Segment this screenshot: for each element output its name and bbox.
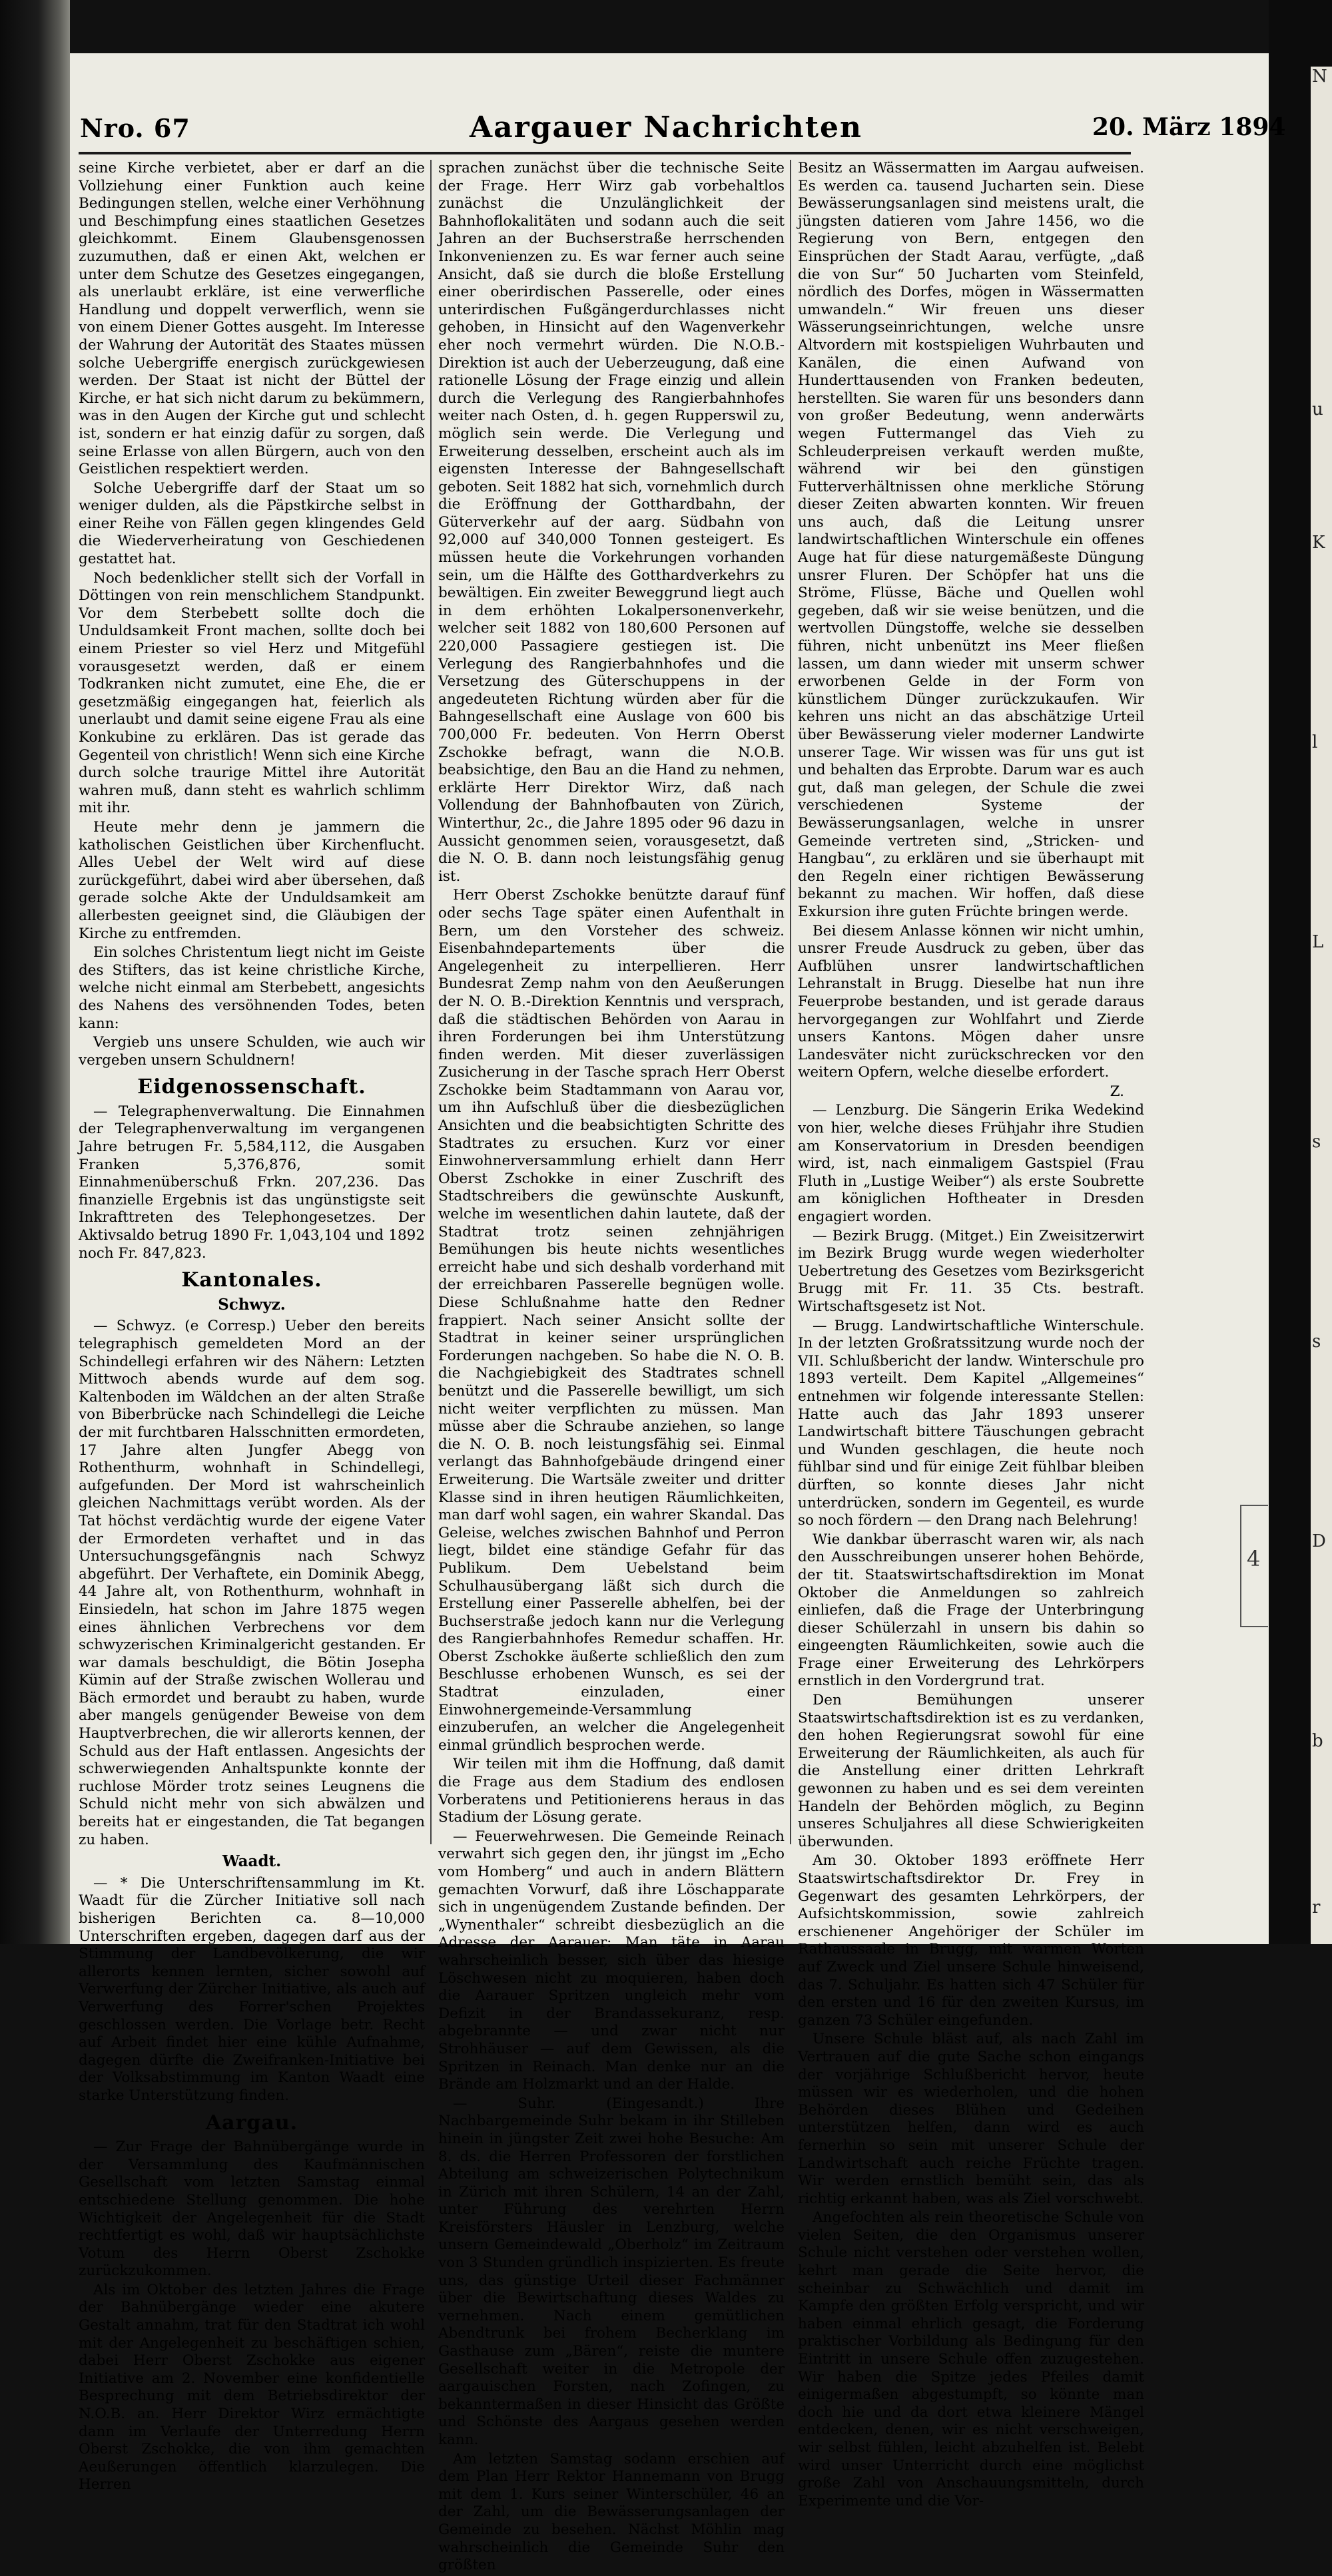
- article-paragraph: Wie dankbar überrascht waren wir, als nach den Ausschreibungen unserer hohen Behörde, der tit. Staatswirtschaftsdirektion im Monat Oktober die Anmeldungen so zahlreich einliefen, daß die Frage der Unterbringung dieser Schülerzahl in unsern bis dahin so eingeengten Räumlichkeiten, sowie auch die Frage einer Erweiterung des Lehrkörpers ernstlich in den Vordergrund trat.: [798, 1531, 1144, 1690]
- article-paragraph: Heute mehr denn je jammern die katholischen Geistlichen über Kirchenflucht. Alles Uebel der Welt wird auf diese zurückgeführt, dabei wird aber übersehen, daß gerade solche Akte der Unduldsamkeit am allerbesten geeignet sind, die Gläubigen der Kirche zu entfremden.: [79, 818, 425, 942]
- column-2: [438, 160, 785, 2576]
- adjacent-page-strip: [1311, 67, 1332, 1944]
- news-item: — Bezirk Brugg. (Mitget.) Ein Zweisitzerwirt im Bezirk Brugg wurde wegen wiederholter Uebertretung des Gesetzes vom Bezirksgericht Brugg mit Fr. 11. 35 Cts. bestraft. Wirtschaftsgesetz ist Not.: [798, 1227, 1144, 1315]
- subheading-waadt: Waadt.: [222, 1852, 282, 1871]
- scan-border-left: [0, 0, 70, 1944]
- section-heading-eidgenossenschaft: Eidgenossenschaft.: [137, 1075, 366, 1099]
- article-paragraph: Besitz an Wässermatten im Aargau aufweisen. Es werden ca. tausend Jucharten sein. Diese Bewässerungsanlagen sind meistens uralt, die jüngsten datieren vom Jahre 1456, wo die Regierung von Bern, entgegen den Einsprüchen der Stadt Aarau, verfügte, „daß die von Sur“ 50 Jucharten vom Steinfeld, nördlich des Dorfes, mögen in Wässermatten umwandeln.“ Wir freuen uns dieser Wässerungseinrichtungen, welche unsre Altvordern mit kostspieligen Wuhrbauten und Kanälen, die einen Aufwand von Hunderttausenden von Franken bedeuten, herstellten. Sie waren für uns besonders dann von großer Bedeutung, wenn anderwärts wegen Futtermangel das Vieh zu Schleuderpreisen verkauft werden mußte, während wir bei den günstigen Futterverhältnissen ohne merkliche Störung dieser Zeiten abwarten konnten. Wir freuen uns auch, daß die Leitung unsrer landwirtschaftlichen Winterschule ein offenes Auge hat für diese naturgemäßeste Düngung unsrer Fluren. Der Schöpfer hat uns die Ströme, Flüsse, Bäche und Quellen wohl gegeben, daß wir sie weise benützen, und die wertvollen Düngstoffe, welche sie desselben führen, nicht unbenützt ins Meer fließen lassen, um dann wieder mit unserm schwer erworbenen Gelde in der Form von künstlichem Dünger zurückzukaufen. Wir kehren uns nicht an das abschätzige Urteil über Bewässerung vieler moderner Landwirte unserer Tage. Wir wissen was für uns gut ist und behalten das Erprobte. Darum war es auch gut, daß man gelegen, der Schule die zwei verschiedenen Systeme der Bewässerungsanlagen, welche in unsrer Gemeinde vertreten sind, „Stricken- und Hangbau“, zu erklären und sie überhaupt mit den Regeln einer richtigen Bewässerung bekannt zu machen. Wir hoffen, daß diese Exkursion ihre guten Früchte bringen werde.: [798, 160, 1144, 920]
- article-paragraph: Vergieb uns unsere Schulden, wie auch wir vergeben unsern Schuldnern!: [79, 1034, 425, 1069]
- adjacent-fragment: l: [1312, 732, 1318, 752]
- issue-date: 20. März 1894: [1092, 113, 1286, 141]
- article-paragraph: Angefochten als rein theoretische Schule von vielen Seiten, die den Organismus unserer Schule nicht verstehen oder verstehen wollen, kehrt man gerade die Seite hervor, die scheinbar zu Schwächlich und damit im Kampfe den größten Erfolg verspricht, und wir haben einmal ehrlich gesagt, die Forderung praktischer Vorbildung als Bedingung für den Eintritt in unsere Schule offen zuzugestehen. Wir haben die Spitze jedes Pfeiles damit einigermaßen abgestumpft, so könnte man doch hie und da dort etwa kleinere Mängel entdecken, denen, wir es nicht verschweigen, wir selbst fühlen, leicht abzuhelfen ist. Belebt wird unser Unterricht durch eine möglichst große Zahl von Anschauungsmitteln, durch Experimente und die Vor-: [798, 2209, 1144, 2509]
- newspaper-title: Aargauer Nachrichten: [469, 111, 863, 144]
- article-paragraph: Bei diesem Anlasse können wir nicht umhin, unsrer Freude Ausdruck zu geben, über das Aufblühen unsrer landwirtschaftlichen Lehranstalt in Brugg. Dieselbe hat nun ihre Feuerprobe bestanden, und ist gerade daraus hervorgegangen zur Wohlfahrt und Zierde unsers Kantons. Mögen daher unsre Landesväter nicht zurückschrecken vor den weitern Opfern, welche dieselbe erfordert.: [798, 922, 1144, 1081]
- section-heading-kantonales: Kantonales.: [181, 1268, 322, 1292]
- adjacent-fragment: s: [1312, 1132, 1321, 1152]
- adjacent-fragment: N: [1312, 67, 1327, 87]
- section-heading-aargau: Aargau.: [205, 2111, 298, 2135]
- fold-mark-number: 4: [1247, 1546, 1261, 1571]
- column-divider: [790, 160, 791, 1844]
- article-paragraph: Solche Uebergriffe darf der Staat um so weniger dulden, als die Päpstkirche selbst in einer Reihe von Fällen gegen klingendes Geld die Wiederverheiratung von Geschiedenen gestattet hat.: [79, 479, 425, 568]
- column-divider: [430, 160, 432, 1844]
- author-signature: Z.: [1110, 1083, 1124, 1100]
- news-item: — Schwyz. (e Corresp.) Ueber den bereits telegraphisch gemeldeten Mord an der Schindellegi erfahren wir des Nähern: Letzten Mittwoch abends wurde auf dem sog. Kaltenboden im Wäldchen an der alten Straße von Biberbrücke nach Schindellegi die Leiche der mit furchtbaren Halsschnitten ermordeten, 17 Jahre alten Jungfer Abegg von Rothenthurm, wohnhaft in Schindellegi, aufgefunden. Der Mord ist wahrscheinlich gleichen Nachmittags verübt worden. Als der Tat höchst verdächtig wurde der eigene Vater der Ermordeten verhaftet und in das Untersuchungsgefängnis nach Schwyz abgeführt. Der Verhaftete, ein Dominik Abegg, 44 Jahre alt, von Rothenthurm, wohnhaft in Einsiedeln, hat schon im Jahre 1875 wegen eines ähnlichen Verbrechens vor dem schwyzerischen Kriminalgericht gestanden. Er war damals beschuldigt, die Bötin Josepha Kümin auf der Straße zwischen Wollerau und Bäch ermordet und beraubt zu haben, wurde aber mangels genügender Beweise von dem Hauptverbrechen, die wir allerorts kennen, der Schuld aus der Haft entlassen. Angesichts der schwerwiegenden Anhaltspunkte konnte der ruchlose Mörder trotz seines Leugnens die Schuld nicht mehr von sich abwälzen und bereits hat er eingestanden, die Tat begangen zu haben.: [79, 1318, 425, 1848]
- adjacent-fragment: L: [1312, 932, 1324, 952]
- page-fold-mark: [1240, 1505, 1268, 1627]
- issue-number: Nro. 67: [80, 113, 190, 143]
- header-rule: [79, 152, 1131, 154]
- news-item: Als im Oktober des letzten Jahres die Frage der Bahnübergänge wieder eine akutere Gestalt annahm, trat für den Stadtrat ich wohl mit der Angelegenheit zu beschäftigen schien, dabei Herr Oberst Zschokke aus eigener Initiative am 2. November eine konfidentielle Besprechung mit dem Betriebsdirektor der N.O.B. an. Herr Direktor Wirz ermächtigte dann im Verlaufe der Unterredung Herrn Oberst Zschokke, die von ihm gemachten Aeußerungen öffentlich klarzulegen. Die Herren: [79, 2281, 425, 2493]
- adjacent-fragment: u: [1312, 399, 1323, 419]
- adjacent-fragment: D: [1312, 1531, 1326, 1551]
- news-item: — Brugg. Landwirtschaftliche Winterschule. In der letzten Großratssitzung wurde noch der VII. Schlußbericht der landw. Winterschule pro 1893 verteilt. Dem Kapitel „Allgemeines“ entnehmen wir folgende interessante Stellen: Hatte auch das Jahr 1893 unserer Landwirtschaft bittere Täuschungen gebracht und Wunden geschlagen, die heute noch fühlbar sind und für einige Zeit fühlbar bleiben dürften, so konnte dieses Jahr nicht unterdrücken, sondern im Gegenteil, es wurde so noch fördern — den Drang nach Belehrung!: [798, 1317, 1144, 1529]
- adjacent-fragment: b: [1312, 1731, 1323, 1751]
- article-paragraph: Ein solches Christentum liegt nicht im Geiste des Stifters, das ist keine christliche Kirche, welche nicht einmal am Sterbebett, angesichts des Nahens des versöhnenden Todes, beten kann:: [79, 944, 425, 1032]
- adjacent-fragment: r: [1312, 1898, 1321, 1918]
- column-1: [79, 160, 425, 2495]
- adjacent-fragment: s: [1312, 1332, 1321, 1352]
- article-paragraph: Unsere Schule bläst auf, als nach Zahl im Vertrauen auf die gute Sache schon eingangs der vorjährige Schlußbericht hervor, heute müssen wir es wiederholen, und die hohen Behörden dieses Blühen und Gedeihen unterstützen helfen, dann wird es auch fernerhin so sein mit unserer Schule der Landwirtschaft auch reiche Früchte tragen. Wir werden ernstlich bemüht sein, das als richtig erkannt haben, was als Ziel vorschwebt.: [798, 2031, 1144, 2207]
- news-item: — Feuerwehrwesen. Die Gemeinde Reinach verwahrt sich gegen den, ihr jüngst im „Echo vom Homberg“ und auch in andern Blättern gemachten Vorwurf, daß ihre Löschapparate sich in ungenügendem Zustande befinden. Der „Wynenthaler“ schreibt diesbezüglich an die Adresse der Aarauer: Man täte in Aarau wahrscheinlich besser, sich über das hiesige Löschwesen nicht zu moquieren, haben doch die Aarauer Spritzen ungleich mehr vom Defizit in der Brandassekuranz, resp. abgebrannte — und zwar nicht nur Strohhäuser — auf dem Gewissen, als die Spritzen in Reinach. Man denke nur an die Brände am Holzmarkt und an der Halde.: [438, 1828, 785, 2093]
- adjacent-fragment: K: [1312, 533, 1325, 553]
- subheading-schwyz: Schwyz.: [218, 1295, 286, 1314]
- article-paragraph: Den Bemühungen unserer Staatswirtschaftsdirektion ist es zu verdanken, den hohen Regierungsrat sowohl für eine Erweiterung der Räumlichkeiten, als auch für die Anstellung einer dritten Lehrkraft gewonnen zu haben und es sei dem vereinten Handeln der Behörden möglich, zu Beginn unseres Schuljahres all diese Schwierigkeiten überwunden.: [798, 1692, 1144, 1850]
- news-item: — Suhr. (Eingesandt.) Ihre Nachbargemeinde Suhr bekam in ihr Stilleben hinein in jüngster Zeit zwei hohe Besuche: Am 8. ds. die Herren Professoren der forstlichen Abteilung am schweizerischen Polytechnikum in Zürich mit ihren Schülern, 14 an der Zahl, unter Führung des verehrten Herrn Kreisförsters Häusler in Lenzburg, welche unsern Gemeindewald „Oberholz“ im Zeitraum von 3 Stunden gründlich inspizierten. Es freute uns, das günstige Urteil dieser Fachmänner über die Bewirtschaftung dieses Waldes zu vernehmen. Nach einem gemütlichen Abendtrunk bei frohem Becherklang im Gasthause zum „Bären“, reiste die muntere Gesellschaft weiter in die Metropole der aargauischen Forsten, nach Zofingen, zu bekanntermaßen in dieser Hinsicht das Größte und Schönste des Aargaus gesehen werden kann.: [438, 2095, 785, 2448]
- article-paragraph: sprachen zunächst über die technische Seite der Frage. Herr Wirz gab vorbehaltlos zunächst die Unzulänglichkeit der Bahnhoflokalitäten und sodann auch die seit Jahren an der Buchserstraße herrschenden Inkonvenienzen zu. Es war ferner auch seine Ansicht, daß sie durch die bloße Erstellung einer oberirdischen Passerelle, oder eines unterirdischen Fußgängerdurchlasses nicht gehoben, in Hinsicht auf den Wagenverkehr eher noch vermehrt würden. Die N.O.B.-Direktion ist auch der Ueberzeugung, daß eine rationelle Lösung der Frage einzig und allein durch die Verlegung des Rangierbahnhofes weiter nach Osten, d. h. gegen Rupperswil zu, möglich sein werde. Die Verlegung und Erweiterung desselben, erscheint auch als im eigensten Interesse der Bahngesellschaft geboten. Seit 1882 hat sich, vornehmlich durch die Eröffnung der Gotthardbahn, der Güterverkehr auf der aarg. Südbahn von 92,000 auf 340,000 Tonnen gesteigert. Es müssen heute die Vorkehrungen vorhanden sein, um die Hälfte des Gotthardverkehrs zu bewältigen. Ein zweiter Beweggrund liegt auch in dem erhöhten Lokalpersonenverkehr, welcher seit 1882 von 180,600 Personen auf 220,000 Passagiere gestiegen ist. Die Verlegung des Rangierbahnhofes und die Versetzung des Güterschuppens in der angedeuteten Richtung würden aber für die Bahngesellschaft eine Auslage von 600 bis 700,000 Fr. bedeuten. Von Herrn Oberst Zschokke befragt, wann die N.O.B. beabsichtige, den Bau an die Hand zu nehmen, erklärte Herr Direktor Wirz, daß nach Vollendung der Bahnhofbauten von Zürich, Winterthur, 2c., die Jahre 1895 oder 96 dazu in Aussicht genommen seien, vorausgesetzt, daß die N. O. B. dann noch leistungsfähig genug ist.: [438, 160, 785, 885]
- article-paragraph: seine Kirche verbietet, aber er darf an die Vollziehung einer Funktion auch keine Bedingungen stellen, welche einer Verhöhnung und Beschimpfung eines staatlichen Gesetzes gleichkommt. Einem Glaubensgenossen zuzumuthen, daß er einen Akt, welchen er unter dem Schutze des Gesetzes eingegangen, als unerlaubt erkläre, ist eine verwerfliche Handlung und doppelt verwerflich, wenn sie von einem Diener Gottes ausgeht. Im Interesse der Wahrung der Autorität des Staates müssen solche Uebergriffe energisch zurückgewiesen werden. Der Staat ist nicht der Büttel der Kirche, er hat sich nicht darum zu bekümmern, was in den Augen der Kirche gut und schlecht ist, sondern er hat einzig dafür zu sorgen, daß seine Erlasse von allen Bürgern, auch von den Geistlichen respektiert werden.: [79, 160, 425, 478]
- article-paragraph: Am 30. Oktober 1893 eröffnete Herr Staatswirtschaftsdirektor Dr. Frey in Gegenwart des gesamten Lehrkörpers, der Aufsichtskommission, sowie zahlreich erschienener Angehöriger der Schüler im Rathaussaale in Brugg, mit warmen Worten auf Zweck und Ziel unsere Schule hinweisend, das 7. Schuljahr. Es hatten sich 47 Schüler für den ersten und 16 für den zweiten Kursus, im ganzen 73 Schüler eingefunden.: [798, 1852, 1144, 2029]
- article-paragraph: Wir teilen mit ihm die Hoffnung, daß damit die Frage aus dem Stadium des endlosen Vorberatens und Petitionierens heraus in das Stadium der Lösung gerate.: [438, 1756, 785, 1826]
- news-item: — Telegraphenverwaltung. Die Einnahmen der Telegraphenverwaltung im vergangenen Jahre betrugen Fr. 5,584,112, die Ausgaben Franken 5,376,876, somit Einnahmenüberschuß Frkn. 207,236. Das finanzielle Ergebnis ist das ungünstigste seit Inkrafttreten des Telephongesetzes. Der Aktivsaldo betrug 1890 Fr. 1,043,104 und 1892 noch Fr. 847,823.: [79, 1103, 425, 1262]
- article-paragraph: Noch bedenklicher stellt sich der Vorfall in Döttingen von rein menschlichem Standpunkt. Vor dem Sterbebett sollte doch die Unduldsamkeit Front machen, sollte doch bei einem Priester so viel Herz und Mitgefühl vorausgesetzt werden, daß er einem Todkranken nicht zumutet, eine Ehe, die er gesetzmäßig eingegangen hat, feierlich als unerlaubt und damit seine eigene Frau als eine Konkubine zu erklären. Das ist gerade das Gegenteil von christlich! Wenn sich eine Kirche durch solche traurige Mittel ihre Autorität wahren muß, dann steht es wahrlich schlimm mit ihr.: [79, 569, 425, 817]
- news-item: — Zur Frage der Bahnübergänge wurde in der Versammlung des Kaufmännischen Gesellschaft vom letzten Samstag einmal entschiedene Stellung genommen. Die hohe Wichtigkeit der Angelegenheit für die Stadt rechtfertigt es wohl, daß wir hauptsächlichste Votum des Herrn Oberst Zschokke zurückzukommen.: [79, 2139, 425, 2280]
- article-paragraph: Herr Oberst Zschokke benützte darauf fünf oder sechs Tage später einen Aufenthalt in Bern, um den Vorsteher des schweiz. Eisenbahndepartements über die Angelegenheit zu interpellieren. Herr Bundesrat Zemp nahm von den Aeußerungen der N. O. B.-Direktion Kenntnis und versprach, daß die städtischen Behörden von Aarau in ihren Forderungen bei ihm Unterstützung finden werden. Mit dieser zuverlässigen Zusicherung in der Tasche sprach Herr Oberst Zschokke beim Stadtammann von Aarau vor, um ihn Aufschluß über die diesbezüglichen Ansichten und die beabsichtigten Schritte des Stadtrates zu ersuchen. Kurz vor einer Einwohnerversammlung erhielt dann Herr Oberst Zschokke in einer Zuschrift des Stadtschreibers die gewünschte Auskunft, welche im wesentlichen dahin lautete, daß der Stadtrat trotz seinen zehnjährigen Bemühungen bis heute nichts wesentliches erreicht habe und sich deshalb vorderhand mit der erreichbaren Passerelle begnügen wolle. Diese Schlußnahme hatte den Redner frappiert. Nach seiner Ansicht sollte der Stadtrat in keiner seiner ursprünglichen Forderungen nachgeben. So habe die N. O. B. die Nachgiebigkeit des Stadtrates schnell benützt und die Passerelle bewilligt, um sich nicht weiter verpflichten zu müssen. Man müsse aber die Schraube anziehen, so lange die N. O. B. noch leistungsfähig sei. Einmal verlangt das Bahnhofgebäude dringend einer Erweiterung. Die Wartsäle zweiter und dritter Klasse sind in ihren heutigen Räumlichkeiten, man darf wohl sagen, ein wahrer Skandal. Das Geleise, welches zwischen Bahnhof und Perron liegt, bildet eine ständige Gefahr für das Publikum. Dem Uebelstand beim Schulhausübergang läßt sich durch die Erstellung einer Passerelle abhelfen, bei der Buchserstraße jedoch kann nur die Verlegung des Rangierbahnhofes Remedur schaffen. Hr. Oberst Zschokke äußerte schließlich den zum Beschlusse erhobenen Wunsch, es sei der Stadtrat einzuladen, einer Einwohnergemeinde-Versammlung einzuberufen, an welcher die Angelegenheit einmal gründlich besprochen werde.: [438, 887, 785, 1754]
- news-item: — Lenzburg. Die Sängerin Erika Wedekind von hier, welche dieses Frühjahr ihre Studien am Konservatorium in Dresden beendigen wird, ist, nach einmaligem Gastspiel (Frau Fluth in „Lustige Weiber“) als erste Soubrette am königlichen Hoftheater in Dresden engagiert worden.: [798, 1102, 1144, 1226]
- news-item: — * Die Unterschriftensammlung im Kt. Waadt für die Zürcher Initiative soll nach bisherigen Berichten ca. 8—10,000 Unterschriften ergeben, dagegen darf aus der Stimmung der Landbevölkerung, die wir allerorts kennen lernten, sicher sowohl auf Verwerfung der Zürcher Initiative, als auch auf Verwerfung des Forrer'schen Projektes geschlossen werden. Die Vorlage betr. Recht auf Arbeit findet hier eine kühle Aufnahme, dagegen dürfte die Zweifranken-Initiative bei der Volksabstimmung im Kanton Waadt eine starke Unterstützung finden.: [79, 1874, 425, 2104]
- column-3: [798, 160, 1144, 2511]
- news-item: Am letzten Samstag sodann erschien auf dem Plan Herr Rektor Hannemann von Brugg mit dem 1. Kurs seiner Winterschüler, 46 an der Zahl, um die Bewässerungsanlagen der Gemeinde zu besehen. Nächst Möhlin mag wahrscheinlich die Gemeinde Suhr den größten: [438, 2450, 785, 2574]
